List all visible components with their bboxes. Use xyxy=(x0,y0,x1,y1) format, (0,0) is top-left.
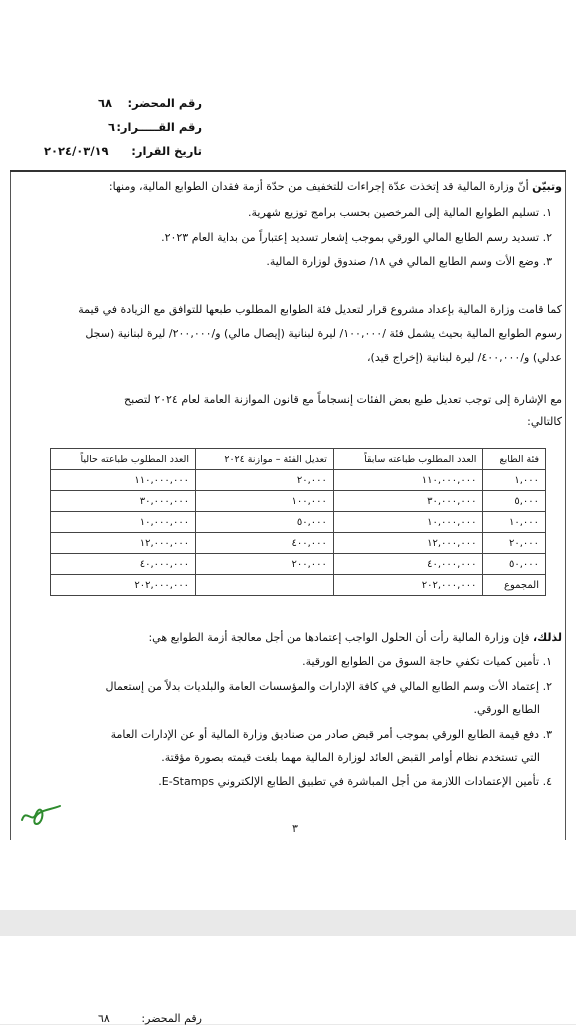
header-divider xyxy=(10,170,566,172)
table-header-cell: العدد المطلوب طباعته حالياً xyxy=(51,449,196,470)
decision-number-value: ٦ xyxy=(108,120,116,134)
table-header-cell: فئة الطابع xyxy=(483,449,546,470)
project-paragraph-line: كما قامت وزارة المالية بإعداد مشروع قرار لتعديل فئة الطوابع المطلوب طبعها للتوافق مع الزيادة في قيمة xyxy=(78,303,562,316)
intro-paragraph xyxy=(14,177,562,197)
solution-item: ١. تأمين كميات تكفي حاجة السوق من الطوابع الورقية. xyxy=(302,655,552,668)
table-cell: ٢٠٢,٠٠٠,٠٠٠ xyxy=(333,575,483,596)
right-margin-line xyxy=(565,172,566,840)
table-header-cell: تعديل الفئة – موازنة ٢٠٢٤ xyxy=(196,449,334,470)
table-cell: ١٢,٠٠٠,٠٠٠ xyxy=(51,533,196,554)
table-cell: ٣٠,٠٠٠,٠٠٠ xyxy=(51,491,196,512)
project-paragraph-line: رسوم الطوابع المالية بحيث يشمل فئة /١٠٠,٠٠٠/ ليرة لبنانية (إيصال مالي) و/٢٠٠,٠٠٠/ ليرة لبنانية (سجل xyxy=(85,327,562,340)
conclusion-text: فإن وزارة المالية رأت أن الحلول الواجب إعتمادها من أجل معالجة أزمة الطوابع هي: xyxy=(148,631,533,644)
table-row xyxy=(51,512,546,533)
table-total-row xyxy=(51,575,546,596)
measure-item: ٢. تسديد رسم الطابع المالي الورقي بموجب إشعار تسديد إعتباراً من بداية العام ٢٠٢٣. xyxy=(161,231,552,244)
stamp-categories-table xyxy=(50,448,546,596)
left-margin-line xyxy=(10,172,11,840)
table-cell: ١٠,٠٠٠,٠٠٠ xyxy=(51,512,196,533)
next-page-minutes-label: رقم المحضر: xyxy=(141,1012,202,1025)
minutes-number-label: رقم المحضر: xyxy=(127,96,202,110)
table-cell: ١٠,٠٠٠,٠٠٠ xyxy=(333,512,483,533)
table-cell: ١٢,٠٠٠,٠٠٠ xyxy=(333,533,483,554)
table-cell: ٥٠,٠٠٠ xyxy=(483,554,546,575)
intro-text: أنّ وزارة المالية قد إتخذت عدّة إجراءات للتخفيف من حدّة أزمة فقدان الطوابع المالية، ومنها: xyxy=(108,180,533,193)
table-cell: ١١٠,٠٠٠,٠٠٠ xyxy=(51,470,196,491)
signature-icon xyxy=(18,800,64,830)
table-row xyxy=(51,470,546,491)
next-page-minutes-value: ٦٨ xyxy=(98,1012,110,1025)
decision-number-label: رقم القـــــرار: xyxy=(116,120,202,134)
table-cell: ٢٠,٠٠٠ xyxy=(196,470,334,491)
table-header-row xyxy=(51,449,546,470)
measure-item: ١. تسليم الطوابع المالية إلى المرخصين بحسب برامج توزيع شهرية. xyxy=(247,206,552,219)
table-cell: ١,٠٠٠ xyxy=(483,470,546,491)
measure-item: ٣. وضع الأت وسم الطابع المالي في ١٨/ صندوق لوزارة المالية. xyxy=(266,255,552,268)
conclusion-paragraph xyxy=(14,628,562,648)
project-paragraph-line: عدلي) و/٤٠٠,٠٠٠/ ليرة لبنانية (إخراج قيد)، xyxy=(366,351,562,364)
next-page xyxy=(0,936,576,1024)
table-cell: ١٠٠,٠٠٠ xyxy=(196,491,334,512)
table-row xyxy=(51,554,546,575)
minutes-number-value: ٦٨ xyxy=(98,96,113,110)
table-cell: ١٠,٠٠٠ xyxy=(483,512,546,533)
table-row xyxy=(51,491,546,512)
conclusion-lead-word: لذلك، xyxy=(532,631,562,644)
solution-item: ٣. دفع قيمة الطابع الورقي بموجب أمر قبض صادر من صناديق وزارة المالية أو عن الإدارات العامة xyxy=(110,728,552,741)
table-cell: ٣٠,٠٠٠,٠٠٠ xyxy=(333,491,483,512)
table-cell xyxy=(196,575,334,596)
decision-date-label: تاريخ القرار: xyxy=(131,144,202,158)
table-cell: ٤٠٠,٠٠٠ xyxy=(196,533,334,554)
table-cell: ١١٠,٠٠٠,٠٠٠ xyxy=(333,470,483,491)
table-cell: ٥٠,٠٠٠ xyxy=(196,512,334,533)
note-paragraph-line: كالتالي: xyxy=(527,415,562,428)
table-cell: ٤٠,٠٠٠,٠٠٠ xyxy=(333,554,483,575)
solution-item: ٤. تأمين الإعتمادات اللازمة من أجل المباشرة في تطبيق الطابع الإلكتروني E-Stamps. xyxy=(158,775,552,788)
intro-lead-word: وتبيّن xyxy=(532,180,562,193)
decision-date-value: ٢٠٢٤/٠٣/١٩ xyxy=(44,144,109,158)
solution-item-continued: التي تستخدم نظام أوامر القبض العائد لوزارة المالية مهما بلغت قيمته بصورة مؤقتة. xyxy=(161,751,540,764)
note-paragraph-line: مع الإشارة إلى توجب تعديل طبع بعض الفئات إنسجاماً مع قانون الموازنة العامة لعام ٢٠٢٤ لتصبح xyxy=(124,393,562,406)
table-cell: ٢٠٠,٠٠٠ xyxy=(196,554,334,575)
table-cell: ٤٠,٠٠٠,٠٠٠ xyxy=(51,554,196,575)
table-cell: ٥,٠٠٠ xyxy=(483,491,546,512)
page-number: ٣ xyxy=(292,822,298,835)
table-cell: ٢٠٢,٠٠٠,٠٠٠ xyxy=(51,575,196,596)
table-cell: ٢٠,٠٠٠ xyxy=(483,533,546,554)
table-total-label: المجموع xyxy=(483,575,546,596)
table-header-cell: العدد المطلوب طباعته سابقاً xyxy=(333,449,483,470)
table-row xyxy=(51,533,546,554)
solution-item-continued: الطابع الورقي. xyxy=(473,703,540,716)
solution-item: ٢. إعتماد الأت وسم الطابع المالي في كافة الإدارات والمؤسسات العامة والبلديات بدلاً من إستعمال xyxy=(105,680,552,693)
